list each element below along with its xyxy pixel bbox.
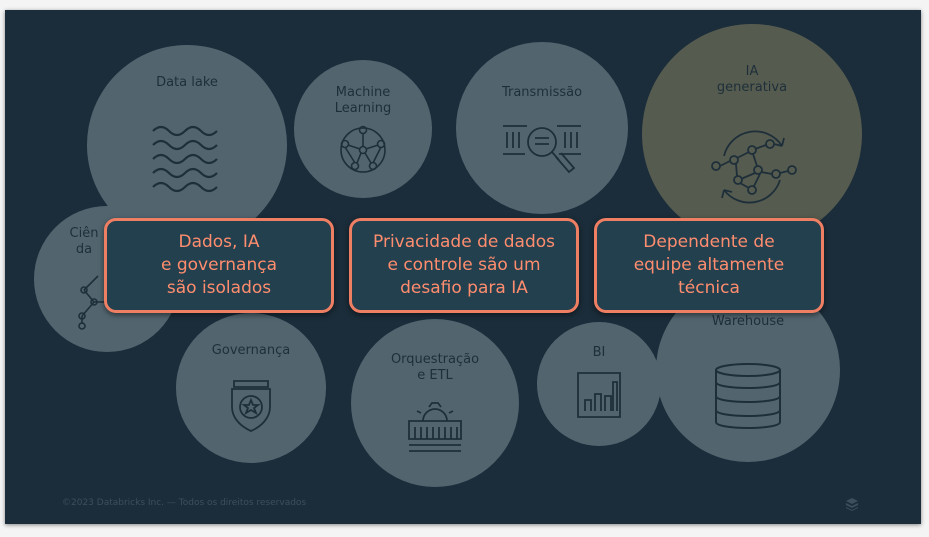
- bubble-orquestracao-etl: [351, 319, 519, 487]
- callout-3-line-3: técnica: [678, 278, 740, 298]
- slide: [5, 10, 921, 524]
- bubble-governanca: [176, 313, 326, 463]
- warehouse-label: Warehouse: [711, 314, 785, 329]
- callout-dados-ia-governanca: [104, 218, 334, 313]
- bubble-transmissao: [456, 42, 628, 214]
- callout-1-line-1: Dados, IA: [178, 232, 260, 252]
- databricks-logo-icon: [845, 497, 859, 511]
- bi-label: BI: [592, 345, 606, 360]
- neural-network-icon: [333, 122, 393, 178]
- bar-chart-icon: [575, 370, 623, 420]
- bubble-bi: [537, 322, 661, 446]
- database-stack-icon: [712, 362, 784, 430]
- callout-3-line-1: Dependente de: [643, 232, 775, 252]
- callout-2-line-1: Privacidade de dados: [373, 232, 555, 252]
- callout-privacidade-dados: [349, 218, 579, 313]
- callout-3-line-2: equipe altamente: [633, 255, 785, 275]
- ciencia-label: Ciên da: [69, 226, 99, 257]
- machine-learning-label: Machine Learning: [334, 85, 392, 116]
- callout-equipe-tecnica: [594, 218, 824, 313]
- bubble-ia-generativa: [642, 24, 862, 244]
- ia-generativa-label: IA generativa: [716, 64, 788, 95]
- callout-2-line-3: desafio para IA: [400, 278, 528, 298]
- footer-copyright: ©2023 Databricks Inc. — Todos os direitos reservados: [62, 498, 307, 508]
- genai-network-icon: [702, 124, 802, 210]
- badge-icon: [226, 373, 276, 433]
- waves-icon: [147, 123, 227, 195]
- orquestracao-label: Orquestração e ETL: [390, 352, 480, 383]
- governanca-label: Governança: [211, 343, 291, 358]
- callout-1-line-3: são isolados: [166, 278, 272, 298]
- streaming-magnifier-icon: [499, 120, 585, 184]
- callout-2-line-2: e controle são um: [387, 255, 541, 275]
- transmissao-label: Transmissão: [501, 85, 583, 100]
- factory-pipeline-icon: [405, 399, 465, 453]
- data-lake-label: Data lake: [156, 75, 218, 90]
- bubble-machine-learning: [294, 60, 432, 198]
- callout-1-line-2: e governança: [161, 255, 277, 275]
